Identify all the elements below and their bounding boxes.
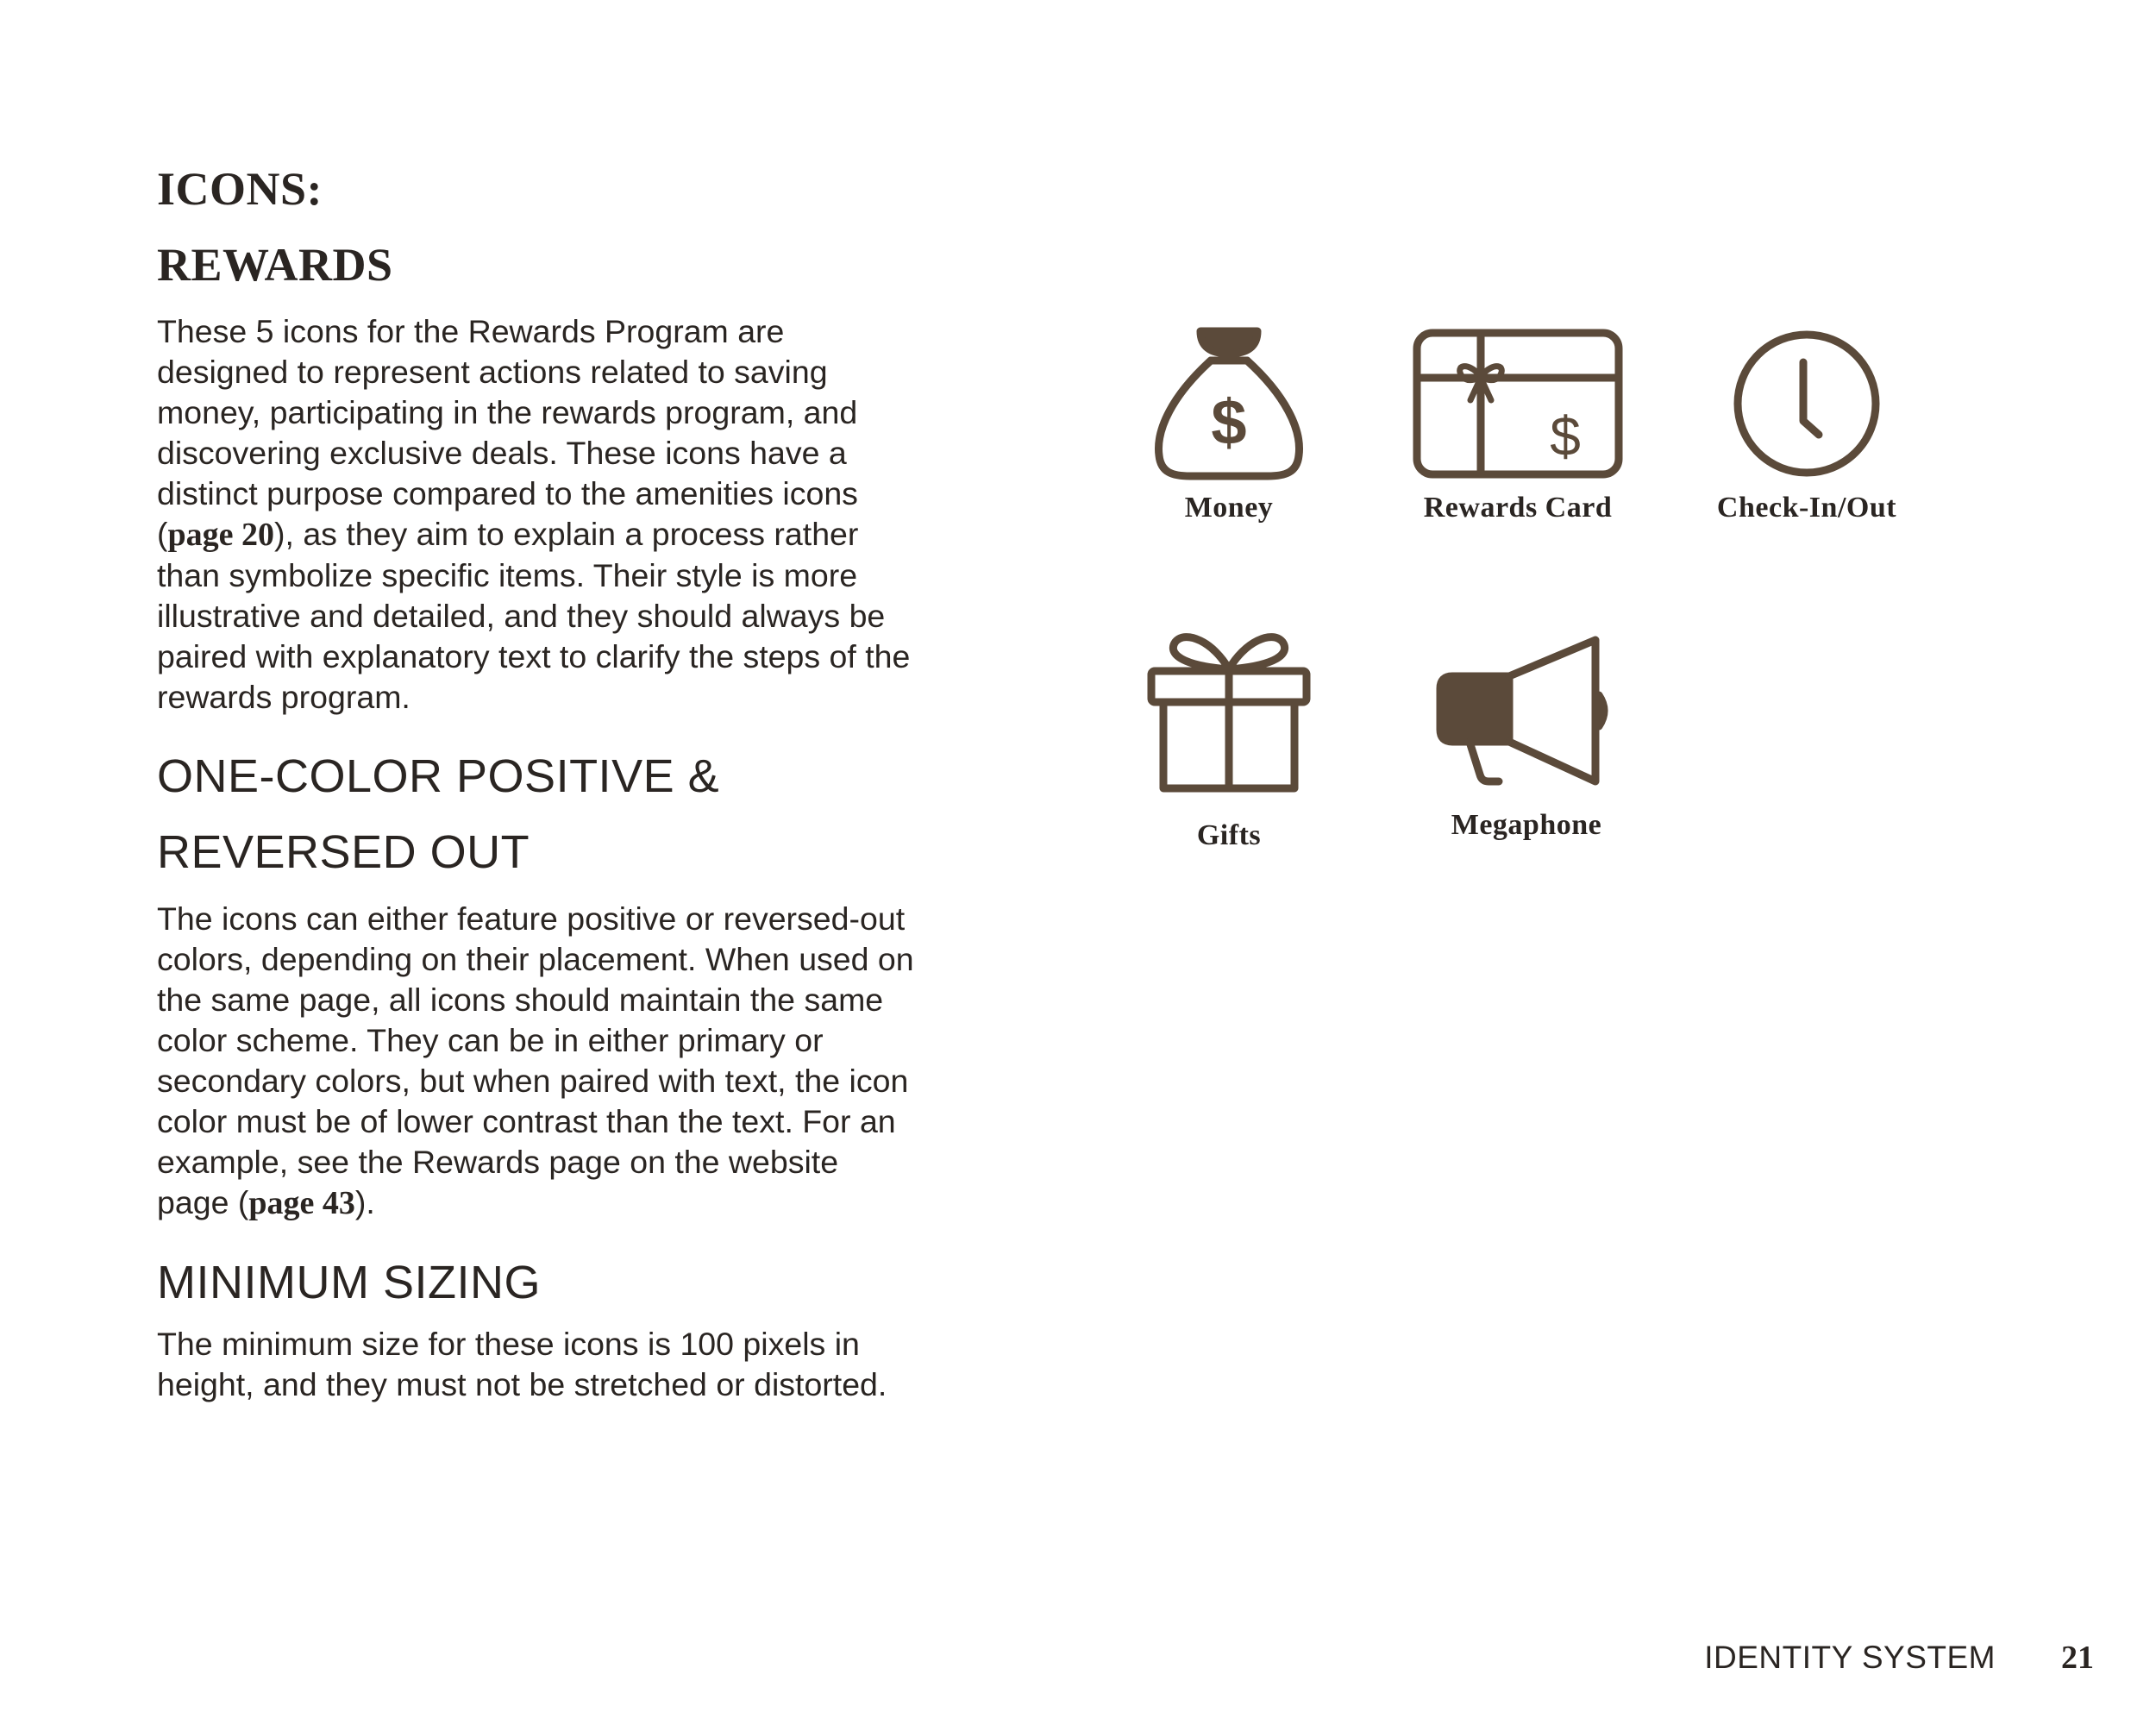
intro-paragraph [157,311,916,718]
color-section-heading-line2: REVERSED OUT [157,826,530,878]
icon-label-megaphone: Megaphone [1451,809,1602,841]
icon-label-gifts: Gifts [1196,819,1262,851]
sizing-section-heading: MINIMUM SIZING [157,1257,541,1308]
icon-card-gifts [1091,624,1367,852]
icon-label-check-in-out: Check-In/Out [1716,492,1897,524]
intro-text-before: These 5 icons for the Rewards Program are designed to represent actions related to saving money, participating in the rewards program, and discovering exclusive deals. These icons have a distinct purpose compared to the amenities icons ( [157,313,858,552]
color-section-heading-line1: ONE-COLOR POSITIVE & [157,750,720,802]
money-bag-icon [1147,326,1311,481]
icon-label-money: Money [1184,492,1274,524]
gift-icon [1143,624,1315,794]
intro-text-after: ), as they aim to explain a process rather than symbolize specific items. Their style is more illustrative and detailed, and they should always be paired with explanatory text to clarify the steps of the rewards program. [157,516,911,715]
intro-page-reference: page 20 [167,517,274,553]
color-page-reference: page 43 [248,1185,355,1221]
sizing-paragraph: The minimum size for these icons is 100 pixels in height, and they must not be stretched or distorted. [157,1326,887,1402]
color-text-before: The icons can either feature positive or reversed-out colors, depending on their placement. When used on the same page, all icons should maintain the same color scheme. They can be in either primary or secondary colors, but when paired with text, the icon color must be of lower contrast than the text. For an example, see the Rewards page on the website page ( [157,900,914,1220]
page-footer [1704,1639,2094,1677]
page-title-line2: REWARDS [157,239,393,291]
color-text-after: ). [354,1184,375,1220]
icon-label-rewards-card: Rewards Card [1423,492,1613,524]
footer-section-name: IDENTITY SYSTEM [1704,1640,1996,1675]
svg-text:$: $ [1550,405,1581,467]
color-paragraph [157,899,916,1224]
clock-icon [1729,326,1884,481]
page-number: 21 [2061,1640,2094,1676]
page-title-line1: ICONS: [157,163,323,215]
icon-card-megaphone [1388,635,1664,842]
svg-text:$: $ [1211,386,1247,458]
rewards-card-icon [1410,326,1626,481]
text-column [157,151,916,1405]
icon-card-money [1091,326,1367,524]
megaphone-icon [1432,635,1621,790]
icon-card-rewards-card [1380,326,1656,524]
icon-card-check-in-out [1669,326,1945,524]
